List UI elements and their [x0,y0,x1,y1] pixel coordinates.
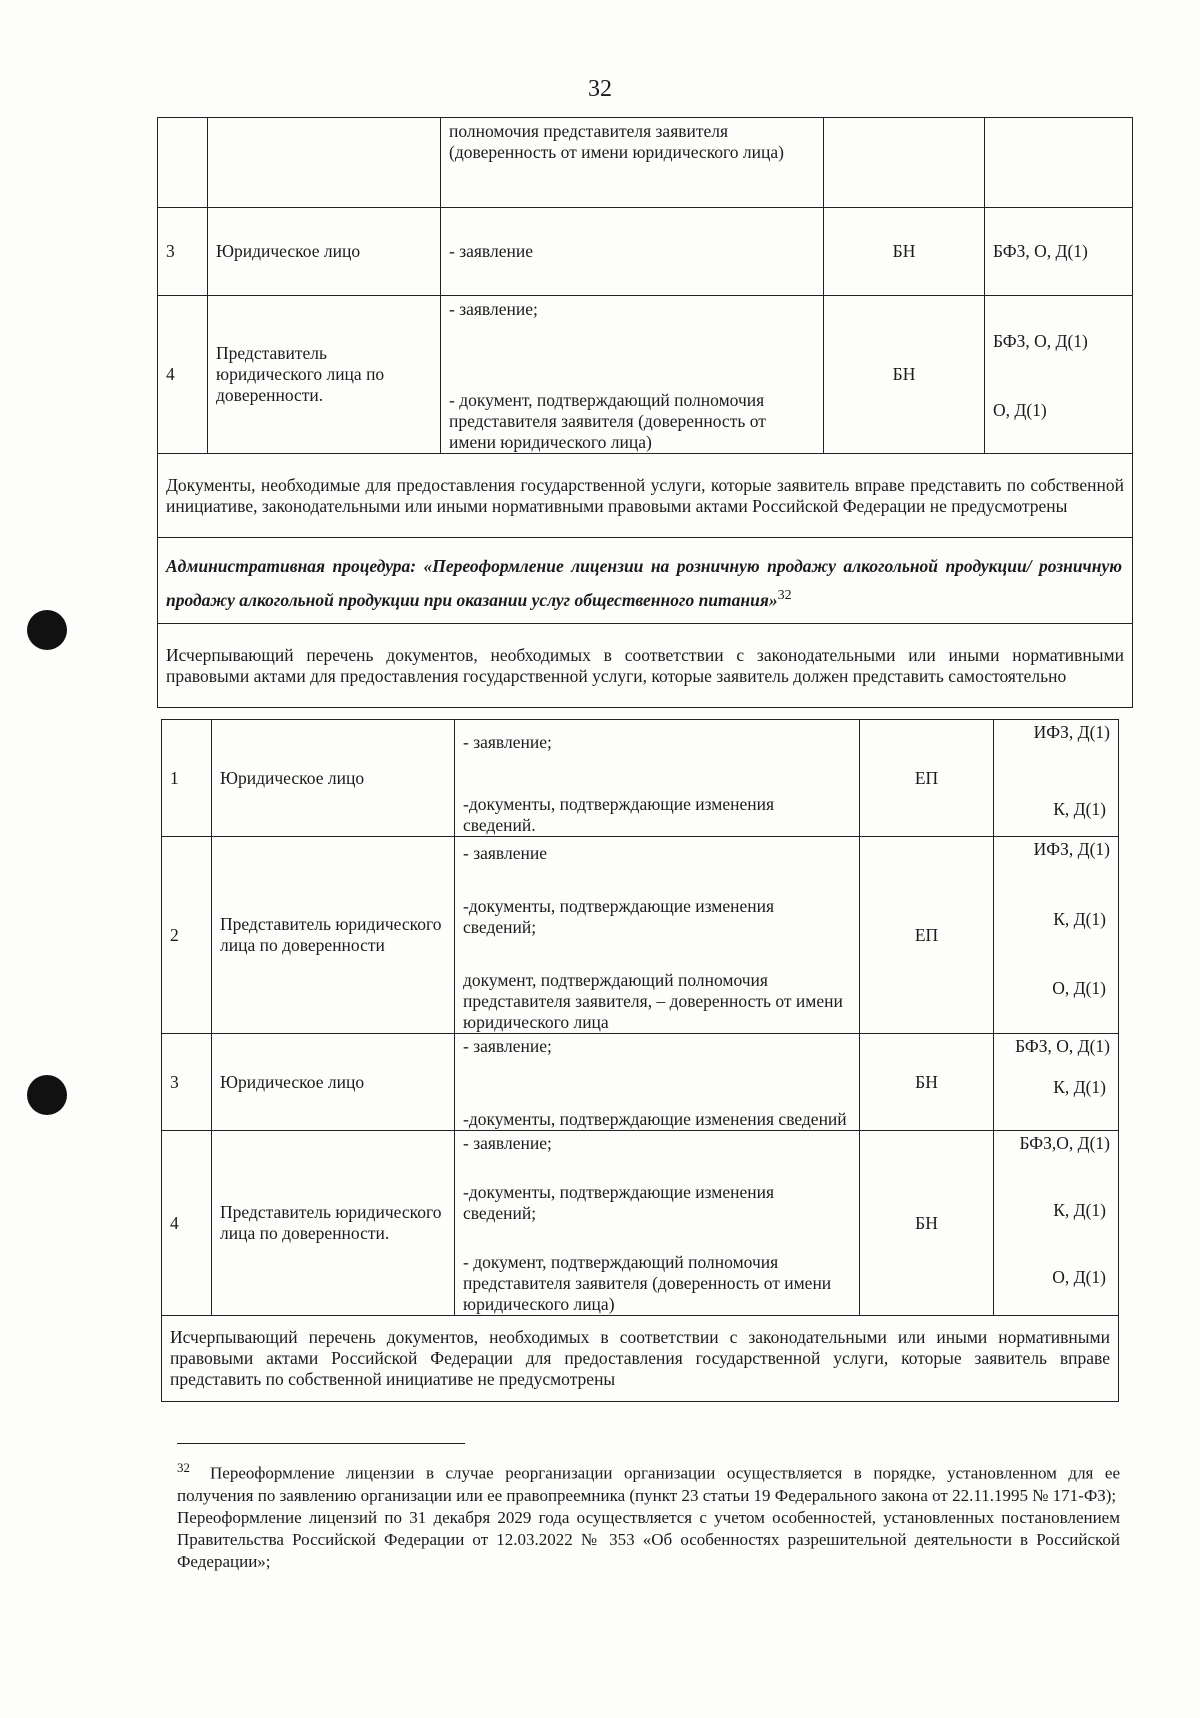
document-list [455,720,860,837]
requirement-item: БФЗ, О, Д(1) [1015,1036,1110,1056]
submission-code: ЕП [860,837,994,1034]
footnote [177,1457,1120,1573]
row-number: 4 [158,296,208,454]
requirement-code [994,1034,1119,1131]
requirement-code [985,118,1133,208]
requirement-code [994,1131,1119,1316]
requirement-item: БФЗ, О, Д(1) [993,330,1088,351]
submission-code: ЕП [860,720,994,837]
row-number: 4 [162,1131,212,1316]
requirement-item: К, Д(1) [1053,799,1106,819]
document-item: -документы, подтверждающие изменения сведений [463,1109,847,1129]
requirement-item: О, Д(1) [993,399,1047,420]
document-item: - заявление; [463,1036,552,1056]
applicant-category: Представитель юридического лица по доверенности [212,837,455,1034]
footnote-separator [177,1443,465,1444]
procedure-title [158,538,1133,624]
table-row [158,208,1133,296]
requirement-code: БФЗ, О, Д(1) [985,208,1133,296]
row-number: 1 [162,720,212,837]
documents-table-top [157,117,1133,708]
document-item: - заявление; [463,1133,552,1153]
punch-hole-mark [27,610,67,650]
document-item: - заявление; [463,732,552,752]
applicant-category: Представитель юридического лица по доверенности. [208,296,441,454]
requirement-item: БФЗ,О, Д(1) [1019,1133,1110,1153]
document-list [455,1034,860,1131]
document-item: - документ, подтверждающий полномочия представителя заявителя (доверенность от имени юридического лица) [463,1252,832,1314]
submission-code: БН [824,296,985,454]
punch-hole-mark [27,1075,67,1115]
document-list [441,118,824,208]
row-number: 3 [162,1034,212,1131]
requirement-item: О, Д(1) [1052,1267,1106,1287]
document-list [455,1131,860,1316]
document-item: - документ, подтверждающий полномочия представителя заявителя (доверенность от имени юридического лица) [449,389,766,452]
document-item: - заявление; [449,298,538,319]
submission-code [824,118,985,208]
submission-code: БН [824,208,985,296]
optional-documents-note: Исчерпывающий перечень документов, необходимых в соответствии с законодательными или иными нормативными правовыми актами Российской Федерации для предоставления государственной услуги, которые заявитель вправе представить по собственной инициативе не предусмотрены [162,1316,1119,1402]
applicant-category [208,118,441,208]
requirement-item: ИФЗ, Д(1) [1033,722,1110,742]
procedure-title-text: Административная процедура: «Переоформление лицензии на розничную продажу алкогольной продукции/ розничную продажу алкогольной продукции при оказании услуг общественного питания» [166,555,1122,610]
applicant-category: Юридическое лицо [212,720,455,837]
table-row [158,118,1133,208]
requirement-item: К, Д(1) [1053,908,1106,929]
page-number: 32 [588,76,612,102]
footnote-number: 32 [177,1460,190,1475]
table-row [162,1131,1119,1316]
footnote-text: Переоформление лицензии в случае реорганизации организации осуществляется в порядке, установленном для ее получения по заявлению организации или ее правопреемника (пункт 23 статьи 19 Федерального закона от 22.11.1995 № 171-ФЗ); [177,1463,1120,1505]
document-list [441,296,824,454]
table-row [162,837,1119,1034]
table-row [158,454,1133,538]
document-item: документ, подтверждающий полномочия представителя заявителя, – доверенность от имени юридического лица [463,970,843,1032]
requirement-item: О, Д(1) [1052,978,1106,998]
table-row [162,1034,1119,1131]
document-item: -документы, подтверждающие изменения сведений; [463,1182,775,1223]
requirement-item: К, Д(1) [1053,1200,1106,1220]
requirement-code [994,837,1119,1034]
table-row [162,720,1119,837]
documents-table-bottom [161,719,1119,1402]
required-documents-heading: Исчерпывающий перечень документов, необходимых в соответствии с законодательными или иными нормативными правовыми актами для предоставления государственной услуги, которые заявитель должен представить самостоятельно [158,624,1133,708]
requirement-item: К, Д(1) [1053,1077,1106,1097]
row-number: 3 [158,208,208,296]
optional-documents-note: Документы, необходимые для предоставления государственной услуги, которые заявитель вправе представить по собственной инициативе, законодательными или иными нормативными правовыми актами Российской Федерации не предусмотрены [158,454,1133,538]
row-number: 2 [162,837,212,1034]
requirement-code [994,720,1119,837]
footnote-text: Переоформление лицензий по 31 декабря 2029 года осуществляется с учетом особенностей, установленных постановлением Правительства Российской Федерации от 12.03.2022 № 353 «Об особенностях разрешительной деятельности в Российской Федерации»; [177,1507,1120,1571]
requirement-code [985,296,1133,454]
document-item: - заявление [463,843,547,863]
submission-code: БН [860,1131,994,1316]
applicant-category: Представитель юридического лица по доверенности. [212,1131,455,1316]
document-list [455,837,860,1034]
footnote-ref: 32 [777,587,792,603]
document-item: - заявление [449,241,533,261]
requirement-item: ИФЗ, Д(1) [1033,839,1110,859]
document-item: -документы, подтверждающие изменения сведений. [463,794,775,835]
table-row [158,296,1133,454]
table-row [162,1316,1119,1402]
document-item: полномочия представителя заявителя (доверенность от имени юридического лица) [449,121,784,162]
row-number [158,118,208,208]
document-item: -документы, подтверждающие изменения сведений; [463,896,775,937]
table-row [158,538,1133,624]
document-list [441,208,824,296]
submission-code: БН [860,1034,994,1131]
applicant-category: Юридическое лицо [212,1034,455,1131]
table-row [158,624,1133,708]
applicant-category: Юридическое лицо [208,208,441,296]
